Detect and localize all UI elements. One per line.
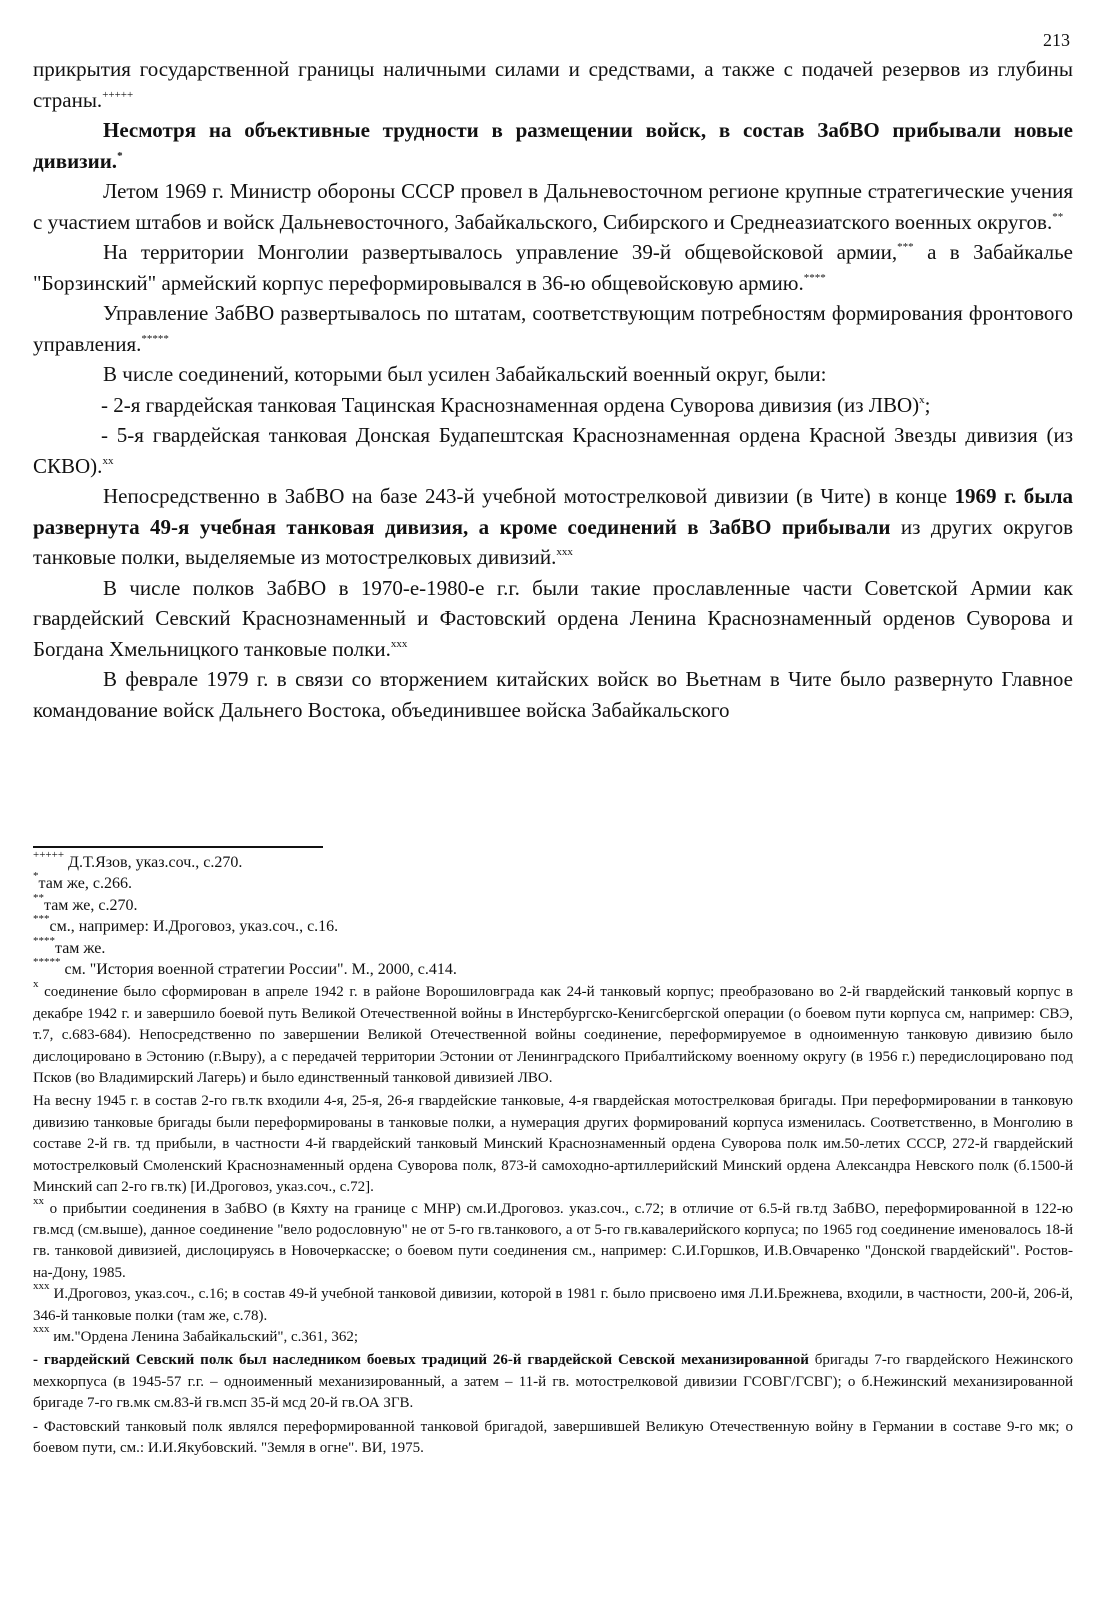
footnotes [33,849,1073,1459]
paragraph: прикрытия государственной границы наличными силами и средствами, а также с подачей резервов из глубины страны.+++++ [33,57,1073,112]
footnote-mark: *** [897,241,914,253]
footnote: $^x$ соединение было сформирован в апреле 1942 г. в районе Ворошиловграда как 24-й танковый корпус; преобразовано во 2-й гвардейский танковый корпус в декабре 1942 г. и завершило боевой путь Великой Отечественной войны в Инстербургско-Кенигсбергской операции (о боевом пути корпуса см, например: СВЭ, т.7, с.683-684). Непосредственно по завершении Великой Отечественной войны соединение, переформируемое в одноименную танковую дивизию было дислоцировано в Эстонию (г.Выру), а с передачей территории Эстонии от Ленинградского Прибалтийскому военному округу (в 1956 г.) передислоцировано под Псков (во Владимирский Лагерь) и было единственный танковой дивизией ЛВО. [33,978,1073,1087]
footnote-mark: +++++ [102,88,134,101]
footnote: **там же, с.270. [33,891,138,914]
footnote-mark: * [117,149,123,162]
footnote-mark: **** [803,271,826,284]
footnote: $^{xxx}$ им."Ордена Ленина Забайкальский", с.361, 362; [33,1322,359,1345]
list-item: - 2-я гвардейская танковая Тацинская Краснознаменная ордена Суворова дивизия (из ЛВО)$^x$; [101,392,931,417]
main-text [33,54,1073,725]
footnote: ***** см. "История военной стратегии России". М., 2000, с.414. [33,956,457,979]
page-number: 213 [1043,30,1070,50]
footnote: - гвардейский Севский полк был наследником боевых традиций 26-й гвардейской Севской механизированной бригады 7-го гвардейского Нежинского мехкорпуса (в 1945-57 г.г. – одноименный механизированный, а затем – 11-й гв. мотострелковой дивизии ГСОВГ/ГСВГ); о б.Нежинский механизированной бригаде 7-го гв.мк см.83-й гв.мсп 35-й мсд 20-й гв.ОА ЗГВ. [33,1352,1073,1412]
footnote-divider [33,846,323,848]
footnote: На весну 1945 г. в состав 2-го гв.тк входили 4-я, 25-я, 26-я гвардейские танковые, 4-я гвардейская мотострелковая бригады. При переформировании в танковую дивизию танковые бригады были переформированы в танковые полки, а нумерация других формирований корпуса изменилась. Соответственно, в Монголию в составе 2-й гв. тд прибыли, в частности 4-й гвардейский танковый Минский Краснознаменный ордена Суворова полк им.50-летих СССР, 272-й гвардейский мотострелковый Смоленский Краснознаменный ордена Суворова полк, 873-й самоходно-артиллерийский Минский ордена Александра Невского полк (б.1500-й Минский сап 2-го гв.тк) [И.Дроговоз, указ.соч., с.72]. [33,1093,1073,1196]
paragraph: В числе полков ЗабВО в 1970-е-1980-е г.г. были такие прославленные части Советской Армии как гвардейский Севский Краснознаменный и Фастовский ордена Ленина Краснознаменный орденов Суворова и Богдана Хмельницкого танковые полки.$^{xxx}$ [33,575,1073,661]
footnote: ***см., например: И.Дроговоз, указ.соч., с.16. [33,913,339,936]
footnote-mark: ***** [141,332,169,345]
footnote: $^{xxx}$ И.Дроговоз, указ.соч., с.16; в состав 49-й учебной танковой дивизии, которой в 1981 г. было присвоено имя Л.И.Брежнева, входили, в частности, 200-й, 206-й, 346-й танковые полки (там же, с.78). [33,1280,1073,1324]
list-item: - 5-я гвардейская танковая Донская Будапештская Краснознаменная ордена Красной Звезды дивизия (из СКВО).$^{xx}$ [33,423,1073,478]
footnote: ****там же. [33,934,106,957]
footnote-mark: xxx [556,546,573,558]
footnote-mark: xxx [390,637,408,650]
footnote-mark: x [919,393,925,406]
paragraph: Несмотря на объективные трудности в размещении войск, в состав ЗабВО прибывали новые дивизии.* [33,118,1073,173]
paragraph: В числе соединений, которыми был усилен Забайкальский военный округ, были: [103,362,827,386]
paragraph: Управление ЗабВО развертывалось по штатам, соответствующим потребностям формирования фронтового управления.***** [33,301,1073,356]
footnote-mark: ** [1052,210,1064,223]
footnote: *там же, с.266. [33,870,132,893]
footnote: $^{xx}$ о прибытии соединения в ЗабВО (в Кяхту на границе с МНР) см.И.Дроговоз. указ.соч., с.72; в отличие от 6.5-й гв.тд ЗабВО, переформированной в 122-ю гв.мсд (см.выше), данное соединение "вело родословную" не от 5-го гв.танкового, а от 5-го гв.кавалерийского корпуса; по 1965 год соединение именовалось 18-й гв. танковой дивизией, дислоцируясь в Новочеркасске; о боевом пути соединения см., например: С.И.Горшков, И.В.Овчаренко "Донской гвардейский". Ростов-на-Дону, 1985. [33,1194,1073,1281]
footnote-mark: xx [102,454,114,467]
paragraph: Летом 1969 г. Министр обороны СССР провел в Дальневосточном регионе крупные стратегические учения с участием штабов и войск Дальневосточного, Забайкальского, Сибирского и Среднеазиатского военных округов.** [33,179,1073,234]
paragraph: Непосредственно в ЗабВО на базе 243-й учебной мотострелковой дивизии (в Чите) в конце 1969 г. была развернута 49-я учебная танковая дивизия, а кроме соединений в ЗабВО прибывали из других округов танковые полки, выделяемые из мотострелковых дивизий.$^{xxx}$ [33,484,1073,569]
footnote: - Фастовский танковый полк являлся переформированной танковой бригадой, завершившей Великую Отечественную войну в Германии в составе 9-го мк; о боевом пути, см.: И.И.Якубовский. "Земля в огне". ВИ, 1975. [33,1418,1073,1456]
footnote: +++++ Д.Т.Язов, указ.соч., с.270. [33,849,243,871]
paragraph: На территории Монголии развертывалось управление 39-й общевойсковой армии,*** а в Забайкалье "Борзинский" армейский корпус переформировывался в 36-ю общевойсковую армию.**** [33,240,1073,295]
paragraph: В феврале 1979 г. в связи со вторжением китайских войск во Вьетнам в Чите было развернуто Главное командование войск Дальнего Востока, объединившее войска Забайкальского [33,667,1073,722]
